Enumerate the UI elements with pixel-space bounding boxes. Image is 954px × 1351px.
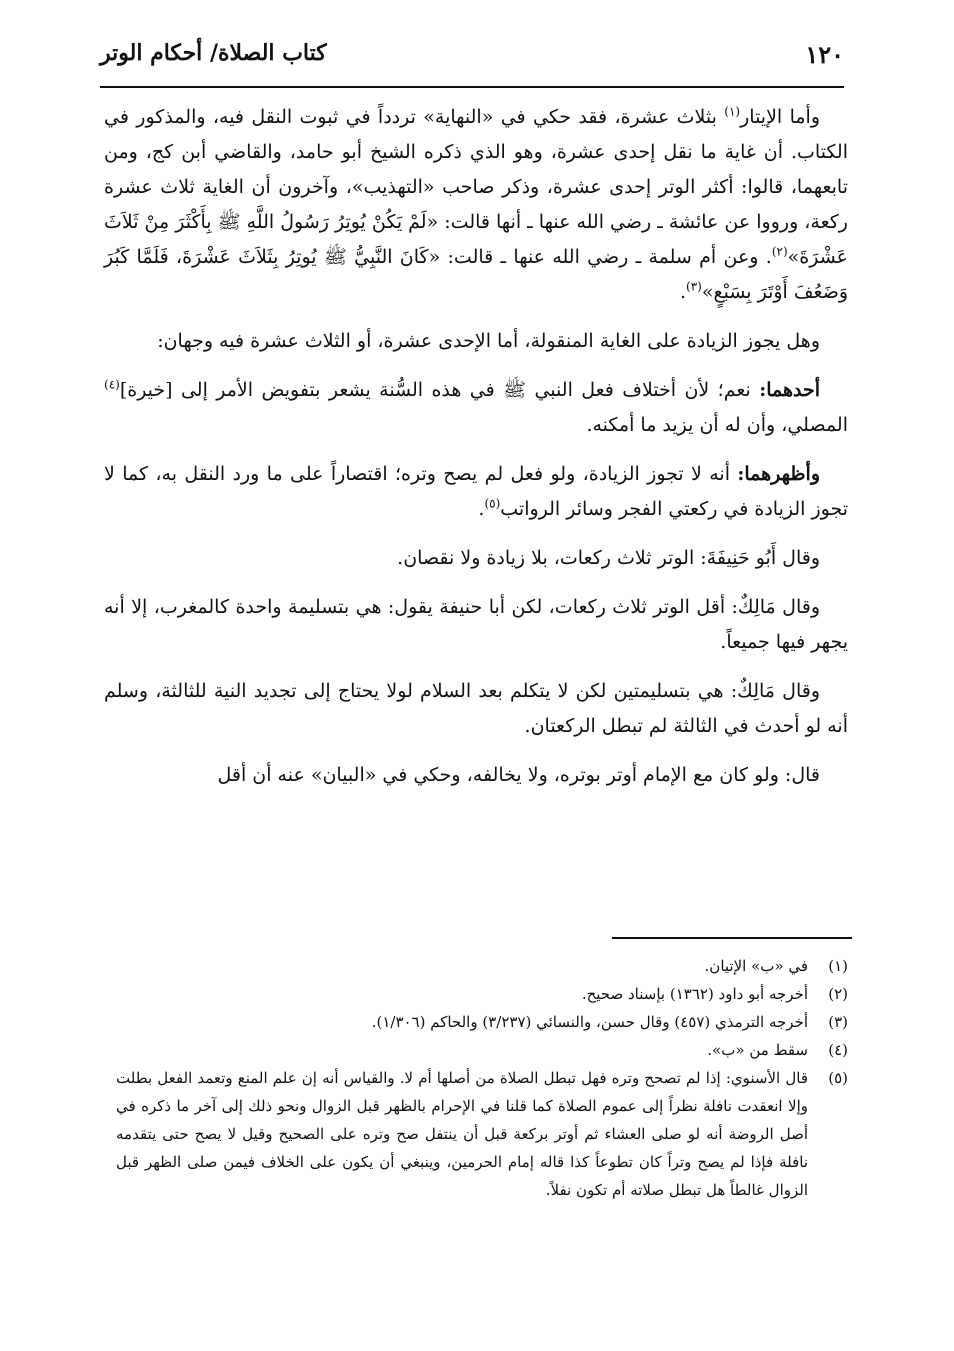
main-text <box>104 100 848 807</box>
footnote-ref: (١) <box>724 104 741 119</box>
footnote-text: سقط من «ب». <box>707 1041 808 1059</box>
text-span: وأما الإيتار <box>740 106 820 128</box>
footnote <box>116 1008 848 1036</box>
paragraph-1 <box>104 100 848 310</box>
footnote-text: أخرجه أبو داود (١٣٦٢) بإسناد صحيح. <box>581 985 808 1003</box>
text-span: نعم؛ لأن أختلاف فعل النبي ﷺ في هذه السُّنة يشعر بتفويض الأمر إلى [خيرة] <box>119 379 760 401</box>
lead-term: وأظهرهما: <box>737 463 820 485</box>
footnote-text: في «ب» الإتيان. <box>704 957 808 975</box>
running-title: كتاب الصلاة/ أحكام الوتر <box>100 40 327 66</box>
text-span: . <box>679 281 687 303</box>
text-span: بثلاث عشرة، فقد حكي في «النهاية» تردداً في ثبوت النقل فيه، والمذكور في الكتاب. أن غاية ما نقل إحدى عشرة، وهو الذي ذكره الشيخ أبو حامد، والقاضي أبن كج، ومن تابعهما، قالوا: أكثر الوتر إحدى عشرة، وذكر صاحب «التهذيب»، وآخرون أن الغاية ثلاث عشرة ركعة، ورووا عن عائشة ـ رضي الله عنها ـ أنها قالت: «لَمْ يَكُنْ يُوتِرُ رَسُولُ اللَّهِ ﷺ بِأَكْثَرَ مِنْ ثَلاَثَ عَشْرَةَ» <box>104 106 848 268</box>
footnote-number: (٥) <box>828 1069 848 1087</box>
lead-term: أحدهما: <box>759 379 820 401</box>
footnote-divider <box>612 937 852 939</box>
footnote-number: (١) <box>828 957 848 975</box>
paragraph-2: وهل يجوز الزيادة على الغاية المنقولة، أما الإحدى عشرة، أو الثلاث عشرة فيه وجهان: <box>157 330 820 352</box>
footnote <box>116 980 848 1008</box>
paragraph-7: وقال مَالِكٌ: هي بتسليمتين لكن لا يتكلم بعد السلام لولا يحتاج إلى تجديد النية للثالثة، وسلم أنه لو أحدث في الثالثة لم تبطل الركعتان. <box>104 680 848 737</box>
footnote <box>116 1036 848 1064</box>
footnote-text: أخرجه الترمذي (٤٥٧) وقال حسن، والنسائي (٣/٢٣٧) والحاكم (١/٣٠٦). <box>371 1013 808 1031</box>
paragraph-5: وقال أَبُو حَنِيفَةَ: الوتر ثلاث ركعات، بلا زيادة ولا نقصان. <box>397 547 820 569</box>
footnotes <box>116 952 848 1204</box>
text-span: . <box>478 498 485 520</box>
footnote-ref: (٣) <box>686 279 702 294</box>
footnote-number: (٤) <box>828 1041 848 1059</box>
text-span: . وعن أم سلمة ـ رضي الله عنها ـ قالت: «كَانَ النَّبِيُّ ﷺ يُوتِرُ بِثَلاَثَ عَشْرَةَ، فَلَمَّا كَبُرَ وَضَعُفَ أَوْتَرَ بِسَبْعٍ» <box>104 246 848 303</box>
footnote-ref: (٥) <box>484 496 501 511</box>
text-span: المصلي، وأن له أن يزيد ما أمكنه. <box>586 414 848 436</box>
paragraph-8: قال: ولو كان مع الإمام أوتر بوتره، ولا يخالفه، وحكي في «البيان» عنه أن أقل <box>217 764 820 786</box>
paragraph-6: وقال مَالِكٌ: أقل الوتر ثلاث ركعات، لكن أبا حنيفة يقول: هي بتسليمة واحدة كالمغرب، إلا أنه يجهر فيها جميعاً. <box>104 596 848 653</box>
footnote-text: قال الأسنوي: إذا لم تصحح وتره فهل تبطل الصلاة من أصلها أم لا. والقياس أنه إن علم المنع وتعمد الفعل بطلت وإلا انعقدت نافلة نظراً إلى عموم الصلاة كما قلنا في الإحرام بالظهر قبل الزوال ونحو ذلك إلى آخر ما ذكره في أصل الروضة أنه لو صلى العشاء ثم أوتر بركعة قبل أن ينتفل صح وتره على الصحيح وقيل لا يصح حتى يتقدمه نافلة فإذا لم يصح وتراً كان تطوعاً كذا قاله إمام الحرمين، وينبغي أن يكون على الخلاف فيمن صلى الظهر قبل الزوال غالطاً هل تبطل صلاته أم تكون نفلاً. <box>116 1069 808 1199</box>
footnote-ref: (٢) <box>771 244 788 259</box>
header-divider <box>100 86 844 88</box>
paragraph-3 <box>104 373 848 443</box>
page-header <box>100 40 844 76</box>
footnote-ref: (٤) <box>104 377 120 392</box>
paragraph-4 <box>104 457 848 527</box>
footnote <box>116 952 848 980</box>
text-span: أنه لا تجوز الزيادة، ولو فعل لم يصح وتره؛ اقتصاراً على ما ورد النقل به، كما لا تجوز الزيادة في ركعتي الفجر وسائر الرواتب <box>104 463 848 520</box>
footnote-number: (٣) <box>828 1013 848 1031</box>
page-number: ١٢٠ <box>805 40 844 69</box>
footnote <box>116 1064 848 1204</box>
footnote-number: (٢) <box>828 985 848 1003</box>
